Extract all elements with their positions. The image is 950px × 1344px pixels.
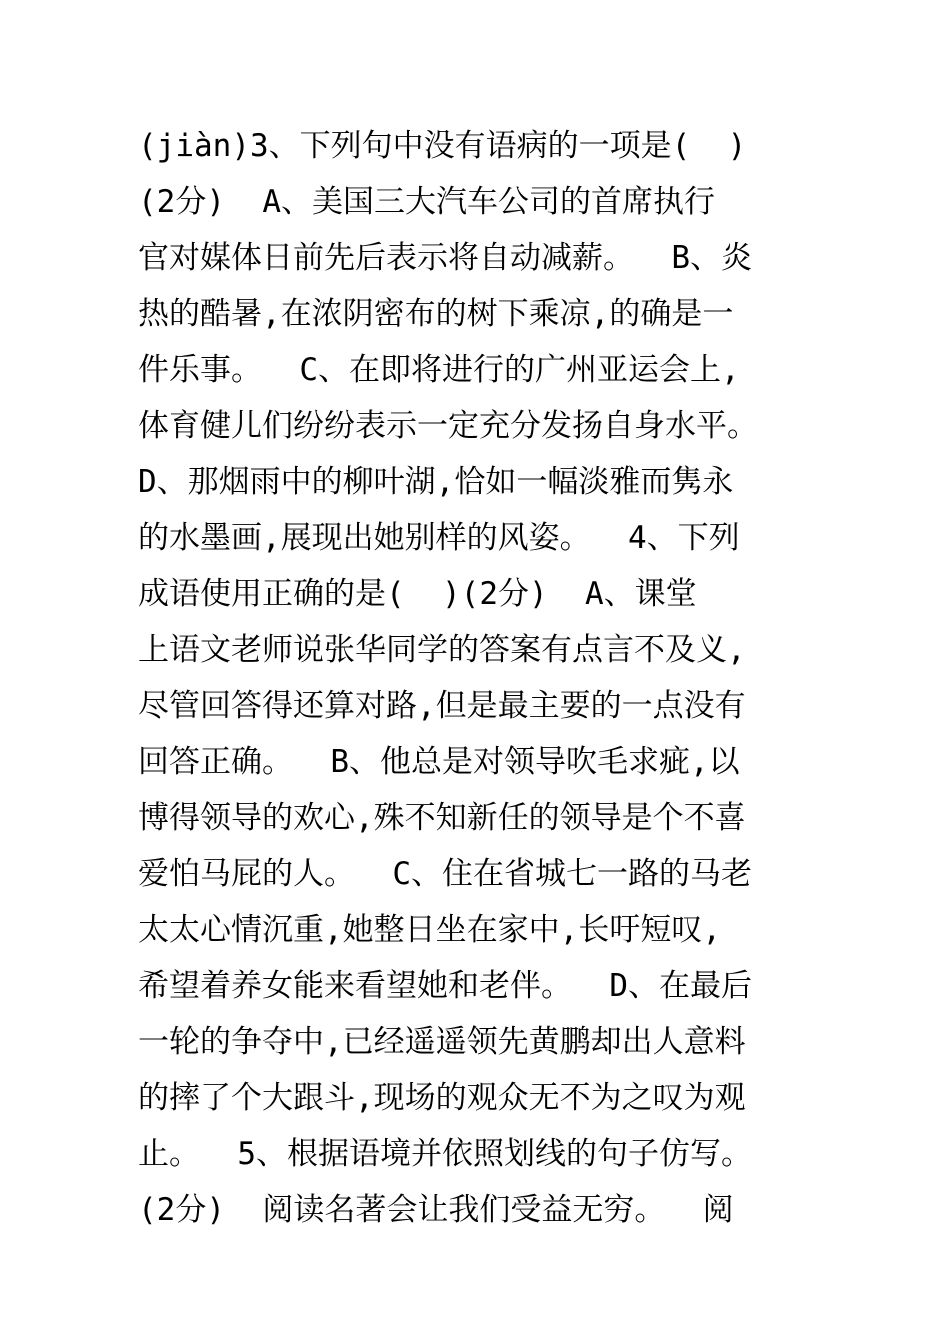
text-line: (2分) A、美国三大汽车公司的首席执行: [138, 184, 715, 220]
text-line: D、那烟雨中的柳叶湖,恰如一幅淡雅而隽永: [138, 464, 734, 500]
text-line: 回答正确。 B、他总是对领导吹毛求疵,以: [138, 744, 740, 780]
text-line: 的摔了个大跟斗,现场的观众无不为之叹为观: [138, 1080, 746, 1116]
text-line: 上语文老师说张华同学的答案有点言不及义,: [138, 632, 746, 668]
text-line: 体育健儿们纷纷表示一定充分发扬自身水平。: [138, 408, 758, 444]
text-line: 热的酷暑,在浓阴密布的树下乘凉,的确是一: [138, 296, 734, 332]
text-line: 尽管回答得还算对路,但是最主要的一点没有: [138, 688, 746, 724]
text-line: 成语使用正确的是( )(2分) A、课堂: [138, 576, 697, 612]
text-line: 一轮的争夺中,已经遥遥领先黄鹏却出人意料: [138, 1024, 746, 1060]
text-line: 希望着养女能来看望她和老伴。 D、在最后: [138, 968, 752, 1004]
text-line: 件乐事。 C、在即将进行的广州亚运会上,: [138, 352, 740, 388]
text-line: 止。 5、根据语境并依照划线的句子仿写。: [138, 1136, 752, 1172]
text-line: 官对媒体日前先后表示将自动减薪。 B、炎: [138, 240, 752, 276]
document-text-block: [138, 118, 818, 1238]
text-line: 爱怕马屁的人。 C、住在省城七一路的马老: [138, 856, 752, 892]
text-line: 博得领导的欢心,殊不知新任的领导是个不喜: [138, 800, 746, 836]
text-line: (2分) 阅读名著会让我们受益无穷。 阅: [138, 1192, 734, 1228]
text-line: 的水墨画,展现出她别样的风姿。 4、下列: [138, 520, 740, 556]
text-line: 太太心情沉重,她整日坐在家中,长吁短叹,: [138, 912, 721, 948]
text-line: (jiàn)3、下列句中没有语病的一项是( ): [138, 128, 747, 164]
